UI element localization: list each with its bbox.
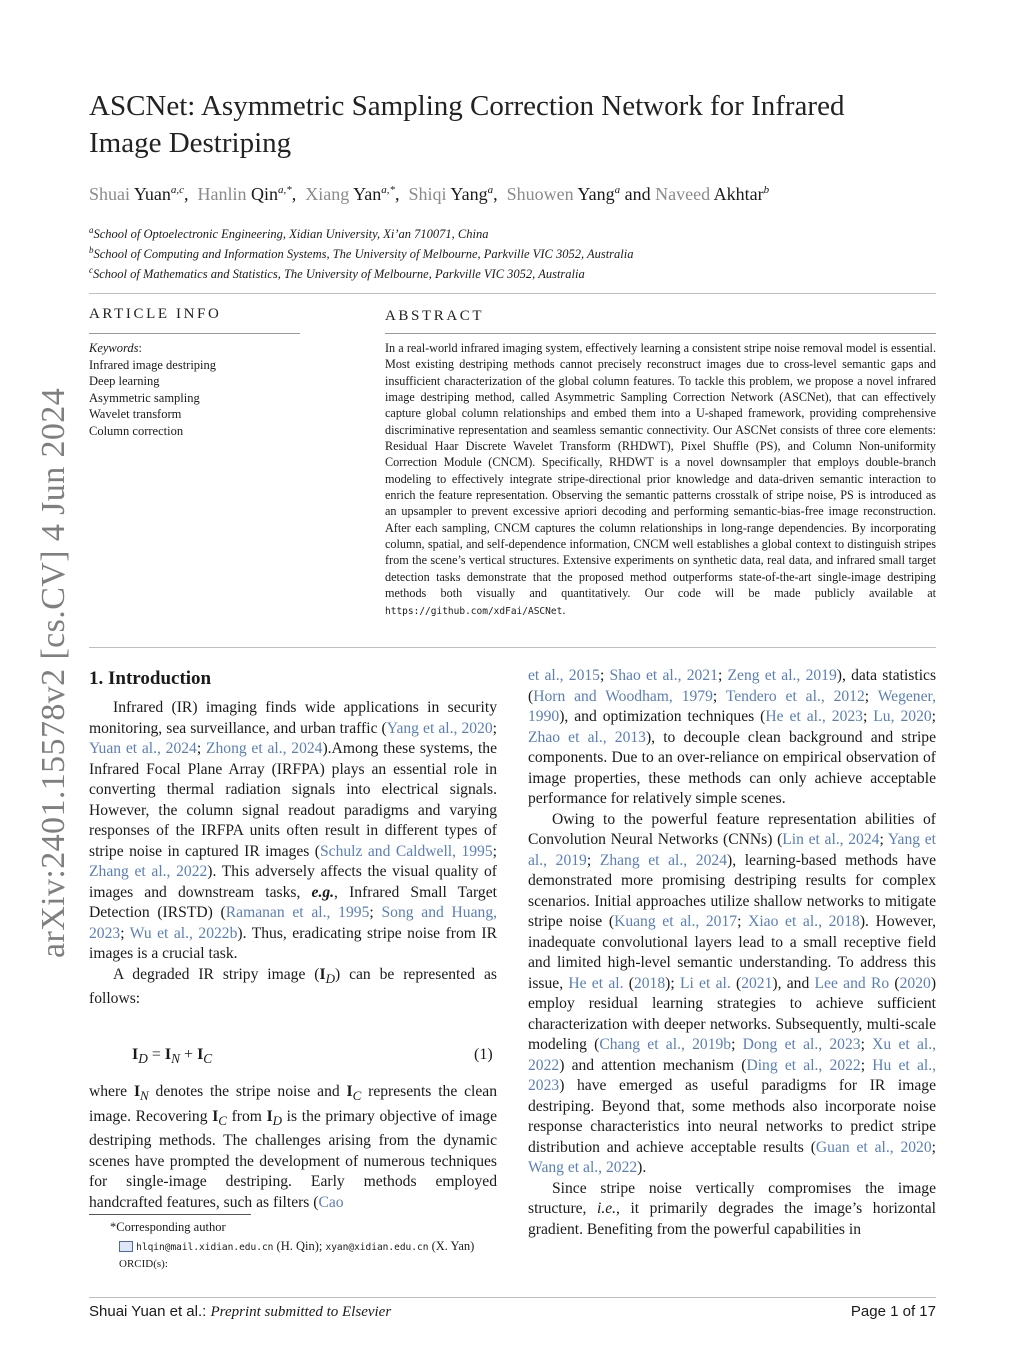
equation-number: (1) (474, 1046, 493, 1063)
paragraph: et al., 2015; Shao et al., 2021; Zeng et al., 2019), data statistics (Horn and Woodham, 1979; Tendero et al., 2012; Wegener, 1990), and optimization techniques (He et al., 2023; Lu, 2020; Zhao et al., 2013), to decouple clean background and stripe components. Due to an over-reliance on empirical observation of image properties, these methods can only achieve acceptable performance for relatively simple scenes. (528, 667, 937, 807)
paragraph: Owing to the powerful feature representation abilities of Convolution Neural Networks (CNNs) (Lin et al., 2024; Yang et al., 2019; Zhang et al., 2024), learning-based methods have demonstrated more promising destriping results for complex scenarios. Initial approaches utilize shallow networks to mitigate stripe noise (Kuang et al., 2017; Xiao et al., 2018). However, inadequate convolutional layers lead to a small receptive field and limited high-level semantic understanding. To address this issue, He et al. (2018); Li et al. (2021), and Lee and Ro (2020) employ residual learning strategies to achieve sufficient characterization with deeper networks. Subsequently, multi-scale modeling (Chang et al., 2019b; Dong et al., 2023; Xu et al., 2022) and attention mechanism (Ding et al., 2022; Hu et al., 2023) have emerged as useful paradigms for IR image destriping. Beyond that, some methods also incorporate noise response characteristics into neural networks to predict stripe distribution and achieve acceptable results (Guan et al., 2020; Wang et al., 2022). (528, 810, 937, 1176)
orcid-line: ORCID(s): (119, 1258, 168, 1270)
intro-right-column (528, 666, 936, 1240)
paragraph: Infrared (IR) imaging finds wide applications in security monitoring, sea surveillance, and urban traffic (Yang et al., 2020; Yuan et al., 2024; Zhong et al., 2024).Among these systems, the Infrared Focal Plane Array (IRFPA) plays an essential role in converting thermal radiation signals into electrical signals. However, the column signal readout paradigms and varying responses of the IRFPA units often result in different types of stripe noise in captured IR images (Schulz and Caldwell, 1995; Zhang et al., 2022). This adversely affects the visual quality of images and downstream tasks, e.g., Infrared Small Target Detection (IRSTD) (Ramanan et al., 1995; Song and Huang, 2023; Wu et al., 2022b). Thus, eradicating stripe noise from IR images is a crucial task. (89, 699, 498, 962)
keywords-label: Keywords (89, 341, 139, 355)
abstract-rule (385, 333, 936, 334)
header-divider (89, 293, 936, 294)
keyword: Column correction (89, 423, 184, 438)
abstract-text: In a real-world infrared imaging system, effectively learning a consistent stripe noise removal model is essential. Most existing destriping methods cannot precisely reconstruct images due to cross-level semantic gaps and insufficient characterization of the global column features. To tackle this problem, we propose a novel infrared image destriping method, called Asymmetric Sampling Correction Network (ASCNet), that can effectively capture global column relationships and embed them into a U-shaped framework, providing comprehensive discriminative representation and seamless semantic connectivity. Our ASCNet consists of three core elements: Residual Haar Discrete Wavelet Transform (RHDWT), Pixel Shuffle (PS), and Column Non-uniformity Correction Module (CNCM). Specifically, RHDWT is a novel downsampler that employs double-branch modeling to effectively integrate stripe-directional prior knowledge and data-driven semantic interaction to enrich the feature representation. Observing the semantic patterns crosstalk of stripe noise, PS is introduced as an upsampler to prevent excessive apriori decoding and performing semantic-bias-free image reconstruction. After each sampling, CNCM captures the column relationships in long-range dependencies. By incorporating column, spatial, and self-dependence information, CNCM well establishes a global context to distinguish stripes from the scene’s vertical structures. Extensive experiments on synthetic data, real data, and infrared small target detection tasks demonstrate that the proposed method outperforms state-of-the-art single-image destriping methods both visually and quantitatively. Our code will be made publicly available at https://github.com/xdFai/ASCNet. (385, 341, 936, 617)
email-link[interactable]: xyan@xidian.edu.cn (325, 1242, 429, 1253)
author-list: Shuai Yuan$^{a,c}$, Hanlin Qin$^{a,*}$, Xiang Yan$^{a,*}$, Shiqi Yang$^a$, Shuowen Yang$^a$ and Naveed Akhtar$^b$ (89, 184, 770, 204)
section-heading: 1. Introduction (89, 668, 212, 689)
author[interactable]: Xiang Yan$^{a,*}$ (305, 184, 396, 204)
article-info-rule (89, 333, 300, 334)
affiliation: $^b$School of Computing and Information Systems, The University of Melbourne, Parkville VIC 3052, Australia (89, 245, 634, 262)
arxiv-stamp[interactable]: arXiv:2401.15578v2 [cs.CV] 4 Jun 2024 (35, 387, 72, 958)
article-info-heading: ARTICLE INFO (89, 306, 222, 322)
equation: $I_D = I_N + I_C$ (132, 1046, 213, 1067)
footer-divider (89, 1297, 936, 1298)
affiliation: $^a$School of Optoelectronic Engineering, Xidian University, Xi’an 710071, China (89, 225, 489, 242)
abstract-divider (89, 647, 936, 648)
mail-icon (119, 1241, 133, 1252)
author[interactable]: Hanlin Qin$^{a,*}$ (197, 184, 292, 204)
keyword: Infrared image destriping (89, 357, 217, 372)
author[interactable]: Shuowen Yang$^a$ (506, 184, 621, 204)
email-line: hlqin@mail.xidian.edu.cn (H. Qin); xyan@xidian.edu.cn (X. Yan) (119, 1238, 474, 1256)
paper-title (89, 88, 949, 162)
and-word: and (624, 184, 651, 204)
intro-left-column-cont (89, 1082, 497, 1213)
author[interactable]: Shuai Yuan$^{a,c}$ (89, 184, 184, 204)
title-line-1: ASCNet: Asymmetric Sampling Correction Network for Infrared (89, 90, 845, 122)
author[interactable]: Naveed Akhtar$^b$ (655, 184, 770, 204)
code-link[interactable]: https://github.com/xdFai/ASCNet (385, 605, 563, 617)
title-line-2: Image Destriping (89, 127, 292, 159)
corresponding-note: *Corresponding author (110, 1220, 226, 1234)
footer-left: Shuai Yuan et al.: Preprint submitted to Elsevier (89, 1303, 392, 1320)
paragraph: Since stripe noise vertically compromises the image structure, i.e., it primarily degrades the image’s horizontal gradient. Benefiting from the powerful capabilities in (528, 1179, 936, 1238)
paragraph: where $I_N$ denotes the stripe noise and $I_C$ represents the clean image. Recovering $I_C$ from $I_D$ is the primary objective of image destriping methods. The challenges arising from the dynamic scenes have prompted the development of numerous techniques for single-image destriping. Early methods employed handcrafted features, such as filters (Cao (89, 1083, 497, 1211)
keywords-block: Keywords: Infrared image destriping Deep learning Asymmetric sampling Wavelet transform Column correction (89, 340, 299, 439)
email-link[interactable]: hlqin@mail.xidian.edu.cn (136, 1242, 274, 1253)
keyword: Deep learning (89, 374, 160, 388)
paragraph: A degraded IR stripy image $(I_D)$ can be represented as follows: (89, 965, 497, 1008)
author[interactable]: Shiqi Yang$^a$ (408, 184, 494, 204)
affiliation: $^c$School of Mathematics and Statistics, The University of Melbourne, Parkville VIC 3052, Australia (89, 265, 585, 282)
footnote-rule (89, 1214, 251, 1215)
keyword: Wavelet transform (89, 407, 182, 421)
abstract-heading: ABSTRACT (385, 308, 485, 324)
page-number: Page 1 of 17 (850, 1303, 936, 1320)
intro-left-column (89, 698, 497, 1010)
keyword: Asymmetric sampling (89, 390, 200, 405)
